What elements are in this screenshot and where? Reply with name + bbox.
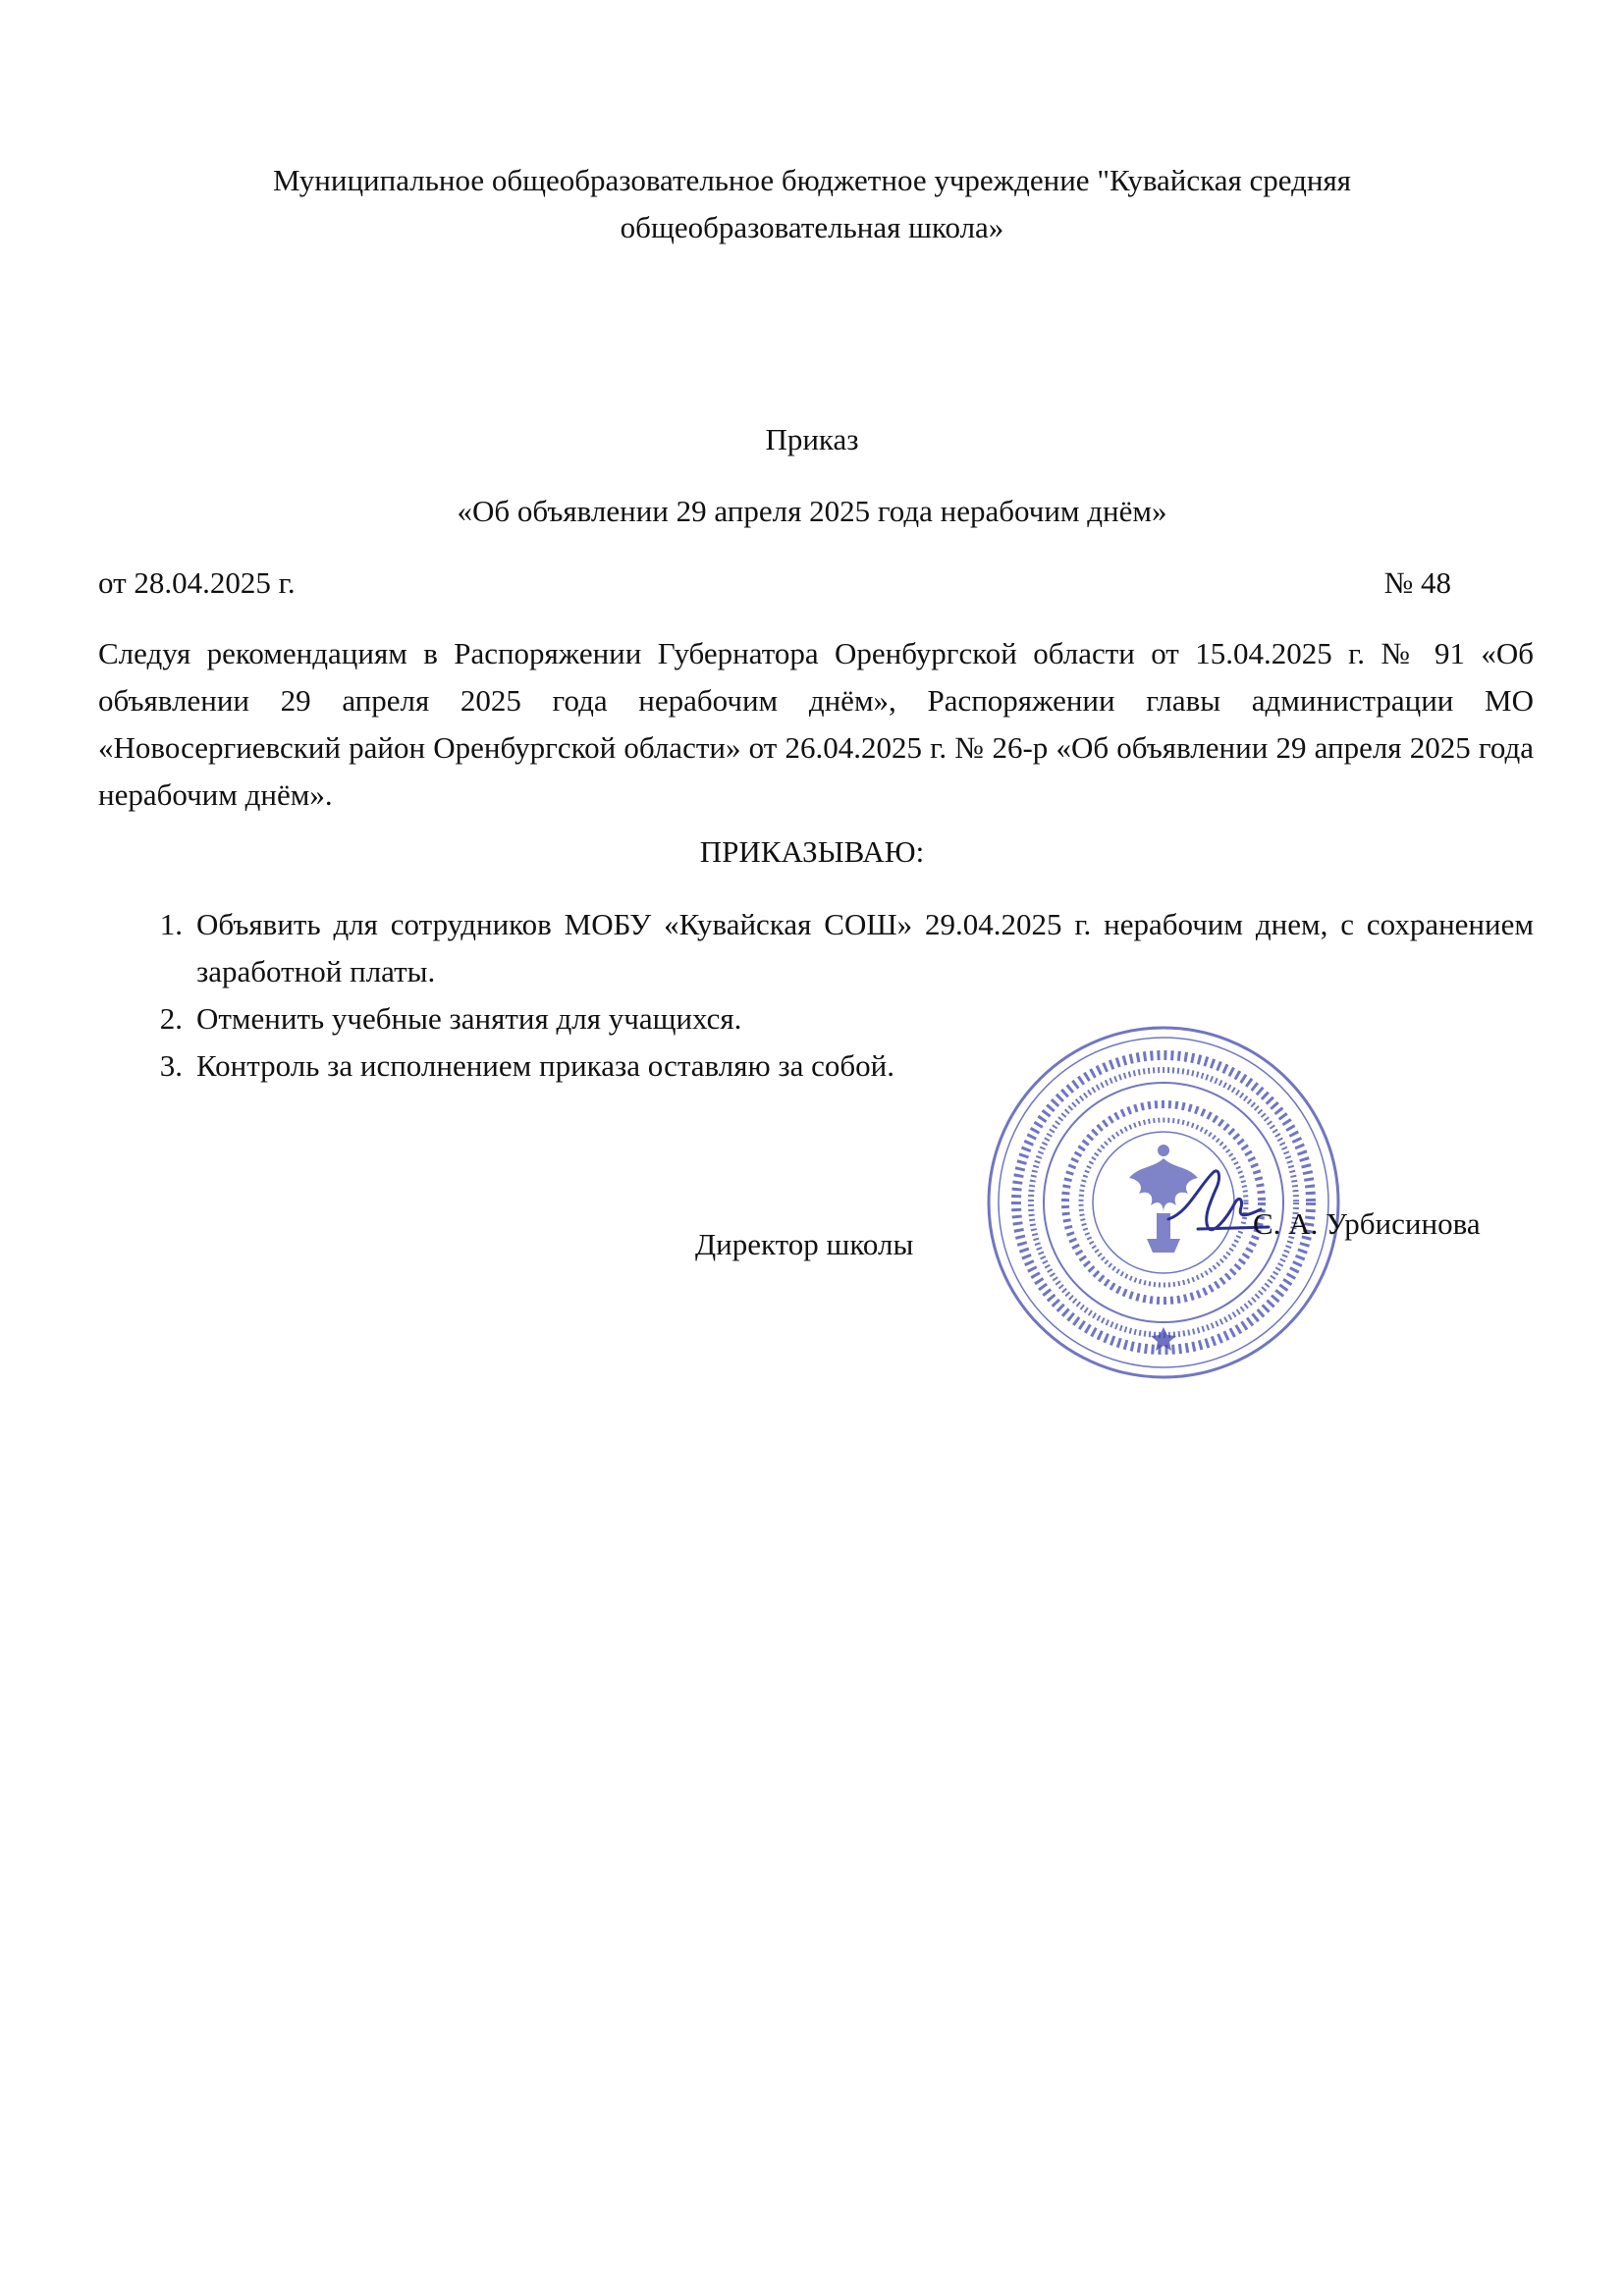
document-subject: «Об объявлении 29 апреля 2025 года нерабочим днём»: [457, 494, 1167, 528]
list-item-number: 2.: [159, 1001, 183, 1036]
list-item-text: Отменить учебные занятия для учащихся.: [196, 1001, 742, 1036]
director-name: С. А. Урбисинова: [1253, 1206, 1481, 1241]
list-item-number: 3.: [159, 1048, 183, 1083]
order-heading: ПРИКАЗЫВАЮ:: [699, 834, 925, 869]
director-title: Директор школы: [695, 1227, 914, 1261]
organization-line-1: Муниципальное общеобразовательное бюджетное учреждение "Кувайская средняя: [272, 163, 1352, 197]
document-type: Приказ: [765, 422, 859, 456]
organization-line-2: общеобразовательная школа»: [620, 210, 1004, 244]
document-number: № 48: [1383, 565, 1451, 600]
list-item-number: 1.: [159, 907, 183, 941]
organization-header: [147, 157, 1477, 251]
date-number-row: [98, 561, 1451, 606]
list-item-text: Объявить для сотрудников МОБУ «Кувайская СОШ» 29.04.2025 г. нерабочим днем, с сохранением заработной платы.: [196, 907, 1534, 988]
list-item: [98, 901, 1534, 995]
list-item-text: Контроль за исполнением приказа оставляю за собой.: [196, 1048, 895, 1083]
preamble-paragraph: Следуя рекомендациям в Распоряжении Губернатора Оренбургской области от 15.04.2025 г. № 91 «Об объявлении 29 апреля 2025 года нерабочим днём», Распоряжении главы администрации МО «Новосергиевский район Оренбургской области» от 26.04.2025 г. № 26-р «Об объявлении 29 апреля 2025 года нерабочим днём».: [98, 636, 1534, 812]
document-date: от 28.04.2025 г.: [98, 565, 296, 600]
